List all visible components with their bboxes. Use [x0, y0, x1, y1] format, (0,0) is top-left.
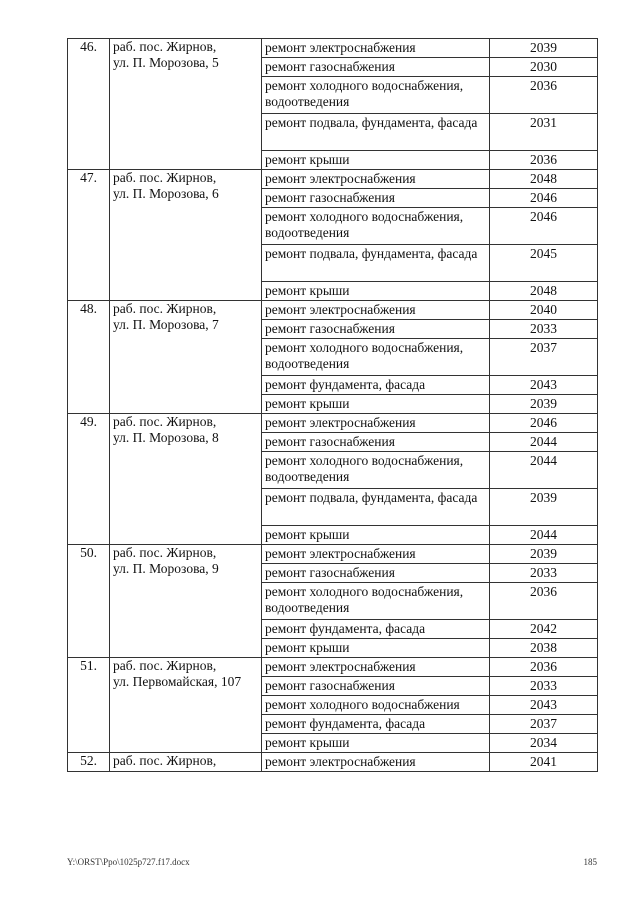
work-type: ремонт фундамента, фасада — [262, 376, 490, 395]
work-type: ремонт крыши — [262, 639, 490, 658]
item-number: 52. — [68, 753, 110, 772]
planned-year: 2034 — [490, 734, 598, 753]
work-type: ремонт крыши — [262, 282, 490, 301]
work-type: ремонт крыши — [262, 151, 490, 170]
address-cell — [110, 170, 262, 301]
planned-year: 2033 — [490, 677, 598, 696]
planned-year: 2041 — [490, 753, 598, 772]
work-type: ремонт электроснабжения — [262, 658, 490, 677]
planned-year: 2044 — [490, 452, 598, 489]
item-number: 47. — [68, 170, 110, 301]
work-type: ремонт подвала, фундамента, фасада — [262, 245, 490, 282]
address-cell — [110, 658, 262, 753]
table-row — [68, 39, 598, 58]
planned-year: 2033 — [490, 564, 598, 583]
table-row — [68, 414, 598, 433]
planned-year: 2036 — [490, 77, 598, 114]
page-number: 185 — [583, 857, 597, 867]
item-number: 46. — [68, 39, 110, 170]
address-line-2: ул. П. Морозова, 9 — [113, 560, 219, 576]
address-line-2: ул. П. Морозова, 6 — [113, 185, 219, 201]
item-number: 49. — [68, 414, 110, 545]
table-row — [68, 658, 598, 677]
work-type: ремонт газоснабжения — [262, 564, 490, 583]
work-type: ремонт подвала, фундамента, фасада — [262, 489, 490, 526]
planned-year: 2044 — [490, 433, 598, 452]
address-line-1: раб. пос. Жирнов, — [113, 170, 217, 185]
item-number: 51. — [68, 658, 110, 753]
address-line-1: раб. пос. Жирнов, — [113, 753, 217, 768]
address-line-2: ул. П. Морозова, 8 — [113, 429, 219, 445]
repair-schedule-body — [68, 39, 598, 772]
address-cell — [110, 753, 262, 772]
address-cell — [110, 545, 262, 658]
item-number: 48. — [68, 301, 110, 414]
work-type: ремонт крыши — [262, 395, 490, 414]
planned-year: 2048 — [490, 170, 598, 189]
item-number: 50. — [68, 545, 110, 658]
work-type: ремонт электроснабжения — [262, 414, 490, 433]
work-type: ремонт газоснабжения — [262, 677, 490, 696]
work-type: ремонт холодного водоснабжения, водоотведения — [262, 208, 490, 245]
table-row — [68, 753, 598, 772]
planned-year: 2046 — [490, 189, 598, 208]
address-line-1: раб. пос. Жирнов, — [113, 545, 217, 560]
planned-year: 2033 — [490, 320, 598, 339]
planned-year: 2036 — [490, 658, 598, 677]
work-type: ремонт электроснабжения — [262, 301, 490, 320]
planned-year: 2030 — [490, 58, 598, 77]
work-type: ремонт электроснабжения — [262, 170, 490, 189]
planned-year: 2042 — [490, 620, 598, 639]
work-type: ремонт холодного водоснабжения — [262, 696, 490, 715]
address-cell — [110, 301, 262, 414]
work-type: ремонт крыши — [262, 734, 490, 753]
planned-year: 2037 — [490, 339, 598, 376]
footer-file-path: Y:\ORST\Ppo\1025p727.f17.docx — [67, 857, 190, 867]
table-row — [68, 545, 598, 564]
planned-year: 2036 — [490, 583, 598, 620]
planned-year: 2044 — [490, 526, 598, 545]
planned-year: 2036 — [490, 151, 598, 170]
planned-year: 2039 — [490, 39, 598, 58]
planned-year: 2038 — [490, 639, 598, 658]
planned-year: 2037 — [490, 715, 598, 734]
work-type: ремонт электроснабжения — [262, 753, 490, 772]
work-type: ремонт газоснабжения — [262, 320, 490, 339]
work-type: ремонт газоснабжения — [262, 433, 490, 452]
planned-year: 2048 — [490, 282, 598, 301]
planned-year: 2040 — [490, 301, 598, 320]
planned-year: 2043 — [490, 376, 598, 395]
address-line-1: раб. пос. Жирнов, — [113, 39, 217, 54]
planned-year: 2039 — [490, 395, 598, 414]
work-type: ремонт газоснабжения — [262, 58, 490, 77]
table-row — [68, 170, 598, 189]
work-type: ремонт электроснабжения — [262, 39, 490, 58]
repair-schedule-table — [67, 38, 598, 772]
work-type: ремонт электроснабжения — [262, 545, 490, 564]
address-line-1: раб. пос. Жирнов, — [113, 414, 217, 429]
planned-year: 2045 — [490, 245, 598, 282]
address-line-1: раб. пос. Жирнов, — [113, 658, 217, 673]
address-cell — [110, 39, 262, 170]
address-line-2: ул. П. Морозова, 7 — [113, 316, 219, 332]
planned-year: 2039 — [490, 545, 598, 564]
address-line-2: ул. П. Морозова, 5 — [113, 54, 219, 70]
work-type: ремонт холодного водоснабжения, водоотведения — [262, 339, 490, 376]
work-type: ремонт холодного водоснабжения, водоотведения — [262, 77, 490, 114]
work-type: ремонт газоснабжения — [262, 189, 490, 208]
work-type: ремонт холодного водоснабжения, водоотведения — [262, 452, 490, 489]
work-type: ремонт холодного водоснабжения, водоотведения — [262, 583, 490, 620]
work-type: ремонт фундамента, фасада — [262, 715, 490, 734]
planned-year: 2031 — [490, 114, 598, 151]
planned-year: 2046 — [490, 208, 598, 245]
table-row — [68, 301, 598, 320]
work-type: ремонт подвала, фундамента, фасада — [262, 114, 490, 151]
planned-year: 2043 — [490, 696, 598, 715]
address-line-1: раб. пос. Жирнов, — [113, 301, 217, 316]
planned-year: 2046 — [490, 414, 598, 433]
work-type: ремонт крыши — [262, 526, 490, 545]
work-type: ремонт фундамента, фасада — [262, 620, 490, 639]
address-line-2: ул. Первомайская, 107 — [113, 673, 242, 689]
planned-year: 2039 — [490, 489, 598, 526]
address-cell — [110, 414, 262, 545]
